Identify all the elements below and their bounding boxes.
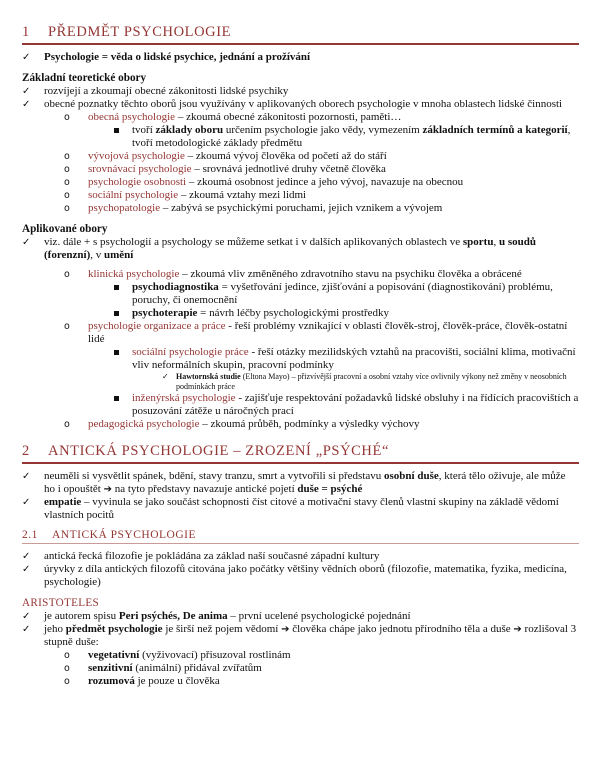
- arrow-right-icon: ➔: [103, 484, 112, 495]
- list-item: [64, 649, 579, 662]
- circle-bullet-icon: o: [64, 190, 70, 201]
- circle-bullet-icon: o: [64, 112, 70, 123]
- list-item: [114, 307, 579, 320]
- field-name: sociální psychologie: [88, 189, 179, 201]
- section-heading-2: [22, 443, 579, 464]
- subsection-number: 2.1: [22, 529, 38, 541]
- check-icon: ✓: [22, 551, 31, 562]
- list-item: [64, 176, 579, 189]
- arrow-right-icon: ➔: [281, 624, 290, 635]
- field-desc: – zkoumá vztahy mezi lidmi: [178, 189, 307, 201]
- text-bold: u soudů (forenzní): [44, 236, 536, 261]
- list-item: [64, 662, 579, 675]
- list-item: [162, 372, 579, 392]
- check-icon: ✓: [22, 497, 31, 508]
- subsection-heading: [22, 529, 579, 544]
- text-bold: základních termínů a kategorií: [422, 124, 568, 136]
- field-name: srovnávací psychologie: [88, 163, 192, 175]
- list-item: [22, 563, 579, 589]
- field-desc: – zkoumá osobnost jedince a jeho vývoj, navazuje na obecnou: [186, 176, 464, 188]
- square-bullet-icon: [114, 396, 119, 401]
- text: - řeší otázky mezilidských vztahů na pracovišti, sociální klima, motivační vliv neformálních skupin, pracovní podmínky: [132, 346, 576, 371]
- list-item: [64, 150, 579, 163]
- list-item: [64, 675, 579, 688]
- subheading-aristoteles: ARISTOTELES: [22, 597, 100, 609]
- arrow-right-icon: ➔: [513, 624, 522, 635]
- text-bold: umění: [103, 249, 134, 261]
- field-name: psychologie organizace a práce: [88, 320, 226, 332]
- list-item: [22, 51, 579, 64]
- text: , v: [90, 249, 104, 261]
- subsection-title: ANTICKÁ PSYCHOLOGIE: [52, 529, 196, 541]
- field-name: obecná psychologie: [88, 111, 176, 123]
- section-heading-1: [22, 24, 579, 45]
- check-icon: ✓: [22, 624, 31, 635]
- text: na tyto představy navazuje antické pojetí: [111, 483, 298, 495]
- circle-bullet-icon: o: [64, 203, 70, 214]
- text: tvoří: [132, 124, 156, 136]
- text: člověka chápe jako jednotu přírodního těla a duše: [289, 623, 514, 635]
- text: ,: [493, 236, 499, 248]
- square-bullet-icon: [114, 285, 119, 290]
- circle-bullet-icon: o: [64, 164, 70, 175]
- field-desc: – zkoumá obecné zákonitosti pozornosti, paměti…: [175, 111, 402, 123]
- field-desc: – srovnává jednotlivé druhy včetně člověka: [191, 163, 386, 175]
- check-icon: ✓: [22, 564, 31, 575]
- circle-bullet-icon: o: [64, 663, 70, 674]
- text-bold: vegetativní: [88, 649, 140, 661]
- text: - zajišťuje respektování požadavků lidské obsluhy i na řídících pracovištích a posuzování zátěže u náročných prací: [132, 392, 579, 417]
- text: antická řecká filozofie je pokládána za základ naší současné západní kultury: [44, 550, 380, 562]
- list-item: [22, 470, 579, 496]
- list-item: [114, 281, 579, 307]
- text: (vyživovací) přisuzoval rostlinám: [139, 649, 291, 661]
- text-bold: předmět psychologie: [65, 623, 163, 635]
- list-item: [114, 124, 579, 150]
- text: = návrh léčby psychologickými prostředky: [197, 307, 390, 319]
- list-item: [22, 496, 579, 522]
- text: – první ucelené psychologické pojednání: [227, 610, 411, 622]
- circle-bullet-icon: o: [64, 650, 70, 661]
- list-text: rozvíjejí a zkoumají obecné zákonitosti lidské psychiky: [44, 85, 289, 97]
- list-item: [64, 202, 579, 215]
- check-icon: ✓: [22, 237, 31, 248]
- text: je pouze u člověka: [134, 675, 220, 687]
- field-name: pedagogická psychologie: [88, 418, 200, 430]
- circle-bullet-icon: o: [64, 151, 70, 162]
- text: viz. dále + s psychologií a psychology se můžeme setkat i v dalších aplikovaných oblastech ve: [44, 236, 463, 248]
- text-bold: psychoterapie: [132, 307, 198, 319]
- subheading-basic: Základní teoretické obory: [22, 72, 147, 84]
- check-icon: ✓: [22, 611, 31, 622]
- list-text: obecné poznatky těchto oborů jsou využívány v aplikovaných oborech psychologie v mnoha oblastech lidské činnosti: [44, 98, 563, 110]
- definition-text: Psychologie = věda o lidské psychice, jednání a prožívání: [44, 51, 311, 63]
- subheading-applied: Aplikované obory: [22, 223, 108, 235]
- list-item: [22, 550, 579, 563]
- circle-bullet-icon: o: [64, 676, 70, 687]
- text: , která tělo oživuje, ale může ho i opouštět: [44, 470, 566, 495]
- list-item: [64, 418, 579, 431]
- field-name: sociální psychologie práce: [132, 346, 249, 358]
- section-number: 2: [22, 443, 30, 459]
- square-bullet-icon: [114, 311, 119, 316]
- list-item: [22, 236, 579, 262]
- text-bold: senzitivní: [88, 662, 133, 674]
- list-item: [22, 98, 579, 111]
- text: – vyvinula se jako součást schopnosti číst citové a motivační stavy členů vlastní skupiny na základě vědomí vlastních pocitů: [44, 496, 559, 521]
- section-number: 1: [22, 24, 30, 40]
- text: , tvoří metodologické základy předmětu: [132, 124, 571, 149]
- section-title: PŘEDMĚT PSYCHOLOGIE: [48, 24, 232, 40]
- circle-bullet-icon: o: [64, 419, 70, 430]
- field-desc: – zkoumá vývoj člověka od početí až do stáří: [184, 150, 387, 162]
- text-bold: duše = psýché: [297, 483, 363, 495]
- text: je autorem spisu: [44, 610, 119, 622]
- text: úryvky z díla antických filozofů citována jako počátky většiny vědních oborů (filozofie, matematika, fyzika, medicína, psychologie): [44, 563, 567, 588]
- text-bold: základy oboru: [155, 124, 224, 136]
- list-item: [22, 623, 579, 649]
- list-item: [64, 268, 579, 281]
- field-desc: – zkoumá průběh, podmínky a výsledky výchovy: [199, 418, 420, 430]
- text-bold: rozumová: [88, 675, 135, 687]
- text: jeho: [44, 623, 66, 635]
- field-name: inženýrská psychologie: [132, 392, 236, 404]
- text: rozlišoval 3 stupně duše:: [44, 623, 577, 648]
- field-desc: – zabývá se psychickými poruchami, jejich vznikem a vývojem: [160, 202, 443, 214]
- text: neuměli si vysvětlit spánek, bdění, stavy tranzu, smrt a vytvořili si představu: [44, 470, 385, 482]
- text: určením psychologie jako vědy, vymezením: [223, 124, 423, 136]
- check-icon: ✓: [22, 52, 31, 63]
- check-icon: ✓: [22, 99, 31, 110]
- text: (animální) přidával zvířatům: [132, 662, 262, 674]
- square-bullet-icon: [114, 350, 119, 355]
- field-desc: – zkoumá vliv změněného zdravotního stavu na psychiku člověka a obrácené: [179, 268, 522, 280]
- list-item: [22, 85, 579, 98]
- text-bold: osobní duše: [384, 470, 439, 482]
- circle-bullet-icon: o: [64, 321, 70, 332]
- text: = vyšetřování jedince, zjišťování a popisování (diagnostikování) problému, poruchy, či onemocnění: [132, 281, 553, 306]
- list-item: [64, 320, 579, 346]
- list-item: [64, 111, 579, 124]
- list-item: [64, 163, 579, 176]
- field-desc: - řeší problémy vznikající v oblasti člověk-stroj, člověk-práce, člověk-ostatní lidé: [88, 320, 568, 345]
- square-bullet-icon: [114, 128, 119, 133]
- text-bold: sportu: [462, 236, 494, 248]
- text-bold: psychodiagnostika: [132, 281, 219, 293]
- field-name: psychologie osobnosti: [88, 176, 187, 188]
- check-icon: ✓: [22, 86, 31, 97]
- circle-bullet-icon: o: [64, 269, 70, 280]
- text: je širší než pojem vědomí: [162, 623, 282, 635]
- check-icon: ✓: [22, 471, 31, 482]
- text-bold: Peri psýchés, De anima: [118, 610, 228, 622]
- text-bold: Hawtornská studie: [176, 372, 241, 381]
- field-name: psychopatologie: [88, 202, 161, 214]
- text-bold: empatie: [44, 496, 82, 508]
- field-name: klinická psychologie: [88, 268, 180, 280]
- list-item: [22, 610, 579, 623]
- section-title: ANTICKÁ PSYCHOLOGIE – ZROZENÍ „PSÝCHÉ“: [48, 443, 389, 459]
- text: (Eltona Mayo) – přizvívější pracovní a osobní vztahy více ovlivnily výkony než změny v neosobních podmínkách práce: [176, 372, 567, 391]
- circle-bullet-icon: o: [64, 177, 70, 188]
- list-item: [64, 189, 579, 202]
- field-name: vývojová psychologie: [88, 150, 185, 162]
- check-icon: ✓: [162, 372, 169, 381]
- list-item: [114, 346, 579, 372]
- list-item: [114, 392, 579, 418]
